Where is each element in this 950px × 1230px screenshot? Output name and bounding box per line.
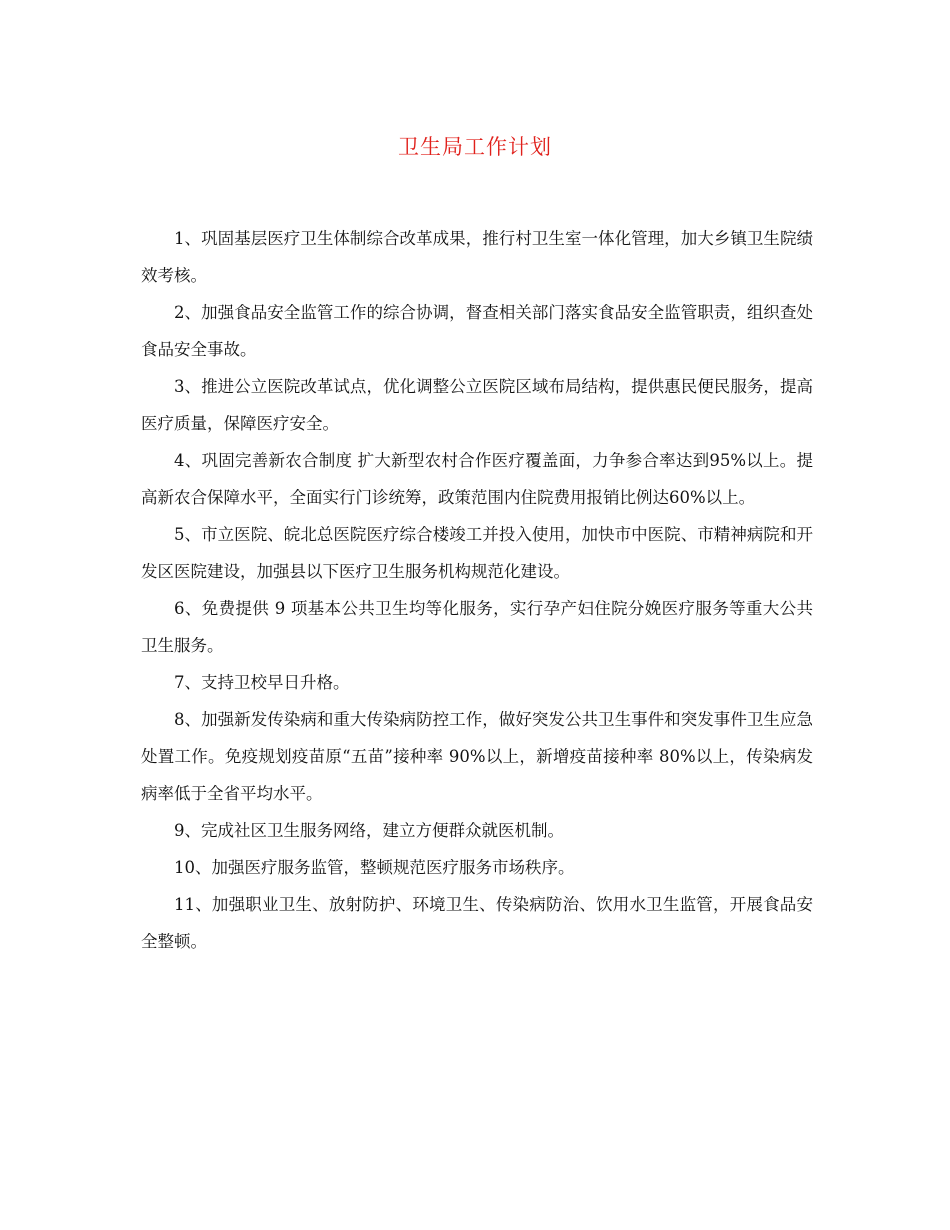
paragraph-11: 11、加强职业卫生、放射防护、环境卫生、传染病防治、饮用水卫生监管，开展食品安全整顿。 [141, 895, 813, 951]
paragraph-9: 9、完成社区卫生服务网络，建立方便群众就医机制。 [174, 821, 564, 840]
paragraph-2: 2、加强食品安全监管工作的综合协调，督查相关部门落实食品安全监管职责，组织查处食品安全事故。 [141, 303, 813, 359]
document-title: 卫生局工作计划 [398, 135, 552, 159]
paragraph-3: 3、推进公立医院改革试点，优化调整公立医院区域布局结构，提供惠民便民服务，提高医疗质量，保障医疗安全。 [141, 377, 813, 433]
paragraph-1: 1、巩固基层医疗卫生体制综合改革成果，推行村卫生室一体化管理，加大乡镇卫生院绩效考核。 [141, 229, 813, 285]
paragraph-7: 7、支持卫校早日升格。 [174, 673, 350, 692]
paragraph-4: 4、巩固完善新农合制度 扩大新型农村合作医疗覆盖面，力争参合率达到95%以上。提高新农合保障水平，全面实行门诊统筹，政策范围内住院费用报销比例达60%以上。 [141, 451, 813, 507]
paragraph-6: 6、免费提供 9 项基本公共卫生均等化服务，实行孕产妇住院分娩医疗服务等重大公共卫生服务。 [141, 599, 813, 655]
paragraph-8: 8、加强新发传染病和重大传染病防控工作，做好突发公共卫生事件和突发事件卫生应急处置工作。免疫规划疫苗原“五苗”接种率 90%以上，新增疫苗接种率 80%以上，传染病发病率低于全省平均水平。 [141, 710, 813, 803]
paragraph-10: 10、加强医疗服务监管，整顿规范医疗服务市场秩序。 [174, 858, 575, 877]
document-body [141, 220, 813, 960]
paragraph-5: 5、市立医院、皖北总医院医疗综合楼竣工并投入使用，加快市中医院、市精神病院和开发区医院建设，加强县以下医疗卫生服务机构规范化建设。 [141, 525, 813, 581]
